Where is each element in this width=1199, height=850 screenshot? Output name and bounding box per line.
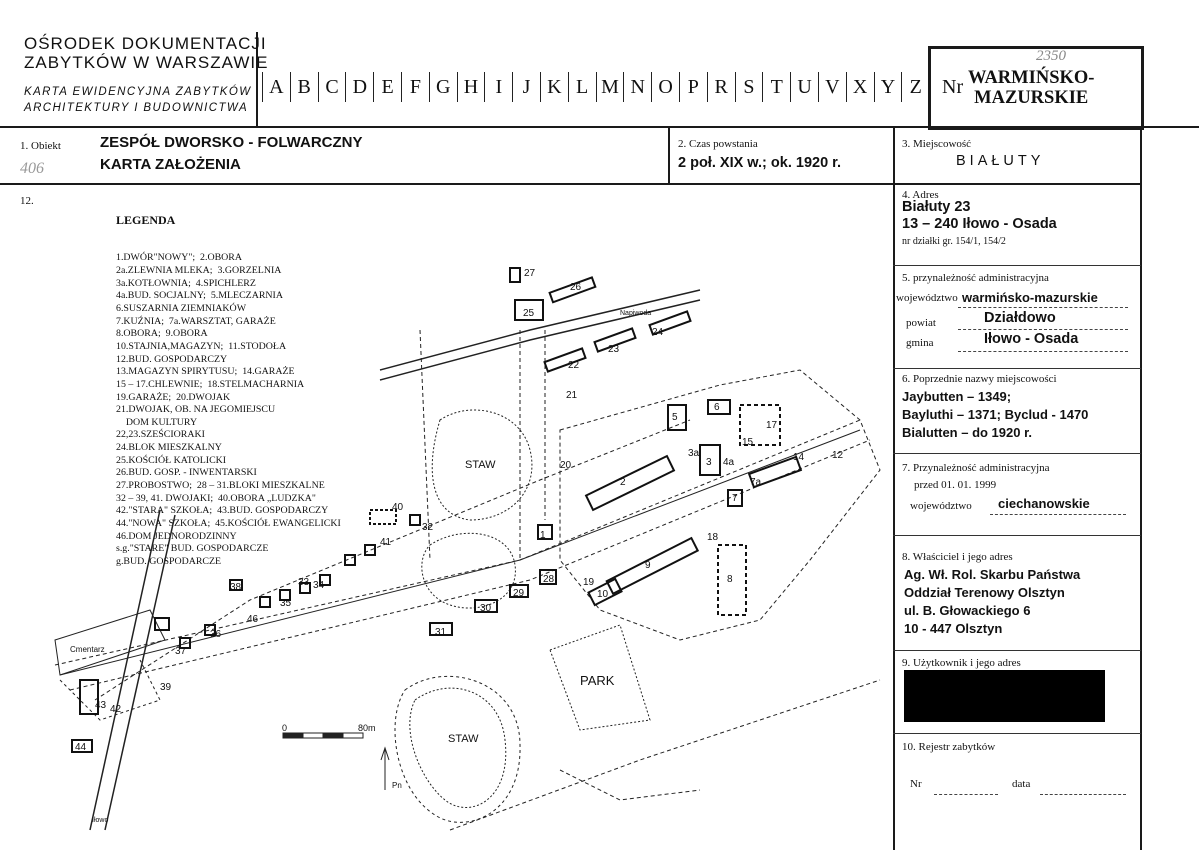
- county-underline: [958, 329, 1128, 330]
- legend-item: 1.DWÓR"NOWY"; 2.OBORA: [116, 252, 243, 264]
- alphabet-letter: T: [762, 72, 790, 102]
- legend-item: 8.OBORA; 9.OBORA: [116, 328, 208, 340]
- legend-item: 32 – 39, 41. DWOJAKI; 40.OBORA „LUDZKA": [116, 492, 316, 504]
- register-number-handwritten: 2350: [1036, 48, 1066, 64]
- voivodeship-value: warmińsko-mazurskie: [962, 290, 1098, 305]
- date-label: 2. Czas powstania: [678, 138, 758, 150]
- legend-item: 7.KUŹNIA; 7a.WARSZTAT, GARAŻE: [116, 315, 276, 327]
- object-label: 1. Obiekt: [20, 140, 61, 152]
- object-name-line-1: ZESPÓŁ DWORSKO - FOLWARCZNY: [100, 134, 363, 151]
- alphabet-letter: P: [679, 72, 707, 102]
- legend-item: 12.BUD. GOSPODARCZY: [116, 353, 228, 365]
- alphabet-letter: F: [401, 72, 429, 102]
- building-14-label: 14: [793, 452, 805, 463]
- scale-start-label: 0: [282, 723, 288, 733]
- building-3-label: 3: [706, 457, 712, 468]
- building-12-label: 12: [832, 450, 844, 461]
- legend-item: s.g."STARE" BUD. GOSPODARCZE: [116, 543, 269, 555]
- divider-4: [893, 265, 1141, 266]
- commune-value: Iłowo - Osada: [984, 331, 1079, 347]
- building-21-label: 21: [566, 390, 578, 401]
- building-27-label: 27: [524, 268, 536, 279]
- region-line-2: MAZURSKIE: [974, 88, 1089, 108]
- building-31-label: 31: [435, 627, 447, 638]
- pond-label-lower: STAW: [448, 733, 479, 745]
- building-18-label: 18: [707, 532, 719, 543]
- field-divider-1: [668, 126, 670, 184]
- building-1-label: 1: [540, 530, 546, 541]
- redaction-block: [904, 670, 1105, 722]
- building-5-label: 5: [672, 412, 678, 423]
- alphabet-letter: D: [345, 72, 373, 102]
- building-10-label: 10: [597, 589, 609, 600]
- building-46-label: 46: [247, 614, 259, 625]
- legend-title: LEGENDA: [116, 213, 176, 228]
- divider-8: [893, 650, 1141, 651]
- divider-6: [893, 453, 1141, 454]
- building-43-label: 43: [95, 700, 107, 711]
- date-value: 2 poł. XIX w.; ok. 1920 r.: [678, 155, 842, 171]
- commune-underline: [958, 351, 1128, 352]
- former-names-label: 6. Poprzednie nazwy miejscowości: [902, 373, 1057, 385]
- alphabet-letter: I: [484, 72, 512, 102]
- alphabet-letter: Z: [901, 72, 929, 102]
- county-value: Działdowo: [984, 310, 1056, 326]
- organization-name: [24, 34, 268, 72]
- address-line-2: 13 – 240 Iłowo - Osada: [902, 216, 1057, 232]
- card-type-line-1: KARTA EWIDENCYJNA ZABYTKÓW: [24, 86, 252, 98]
- legend-item: 21.DWOJAK, OB. NA JEGOMIEJSCU: [116, 404, 276, 416]
- building-26-label: 26: [570, 282, 582, 293]
- alphabet-letter: Y: [874, 72, 902, 102]
- legend-item: 10.STAJNIA,MAGAZYN; 11.STODOŁA: [116, 340, 287, 352]
- building-44-label: 44: [75, 742, 87, 753]
- object-name-line-2: KARTA ZAŁOŻENIA: [100, 156, 241, 173]
- locality-label: 3. Miejscowość: [902, 138, 972, 150]
- card-type: [24, 84, 251, 116]
- legend-item: 44."NOWA" SZKOŁA; 45.KOŚCIÓŁ EWANGELICKI: [116, 518, 341, 530]
- register-number-label: Nr: [942, 76, 964, 98]
- building-32-label: 32: [422, 522, 434, 533]
- building-28-label: 28: [543, 574, 555, 585]
- alphabet-letter: X: [846, 72, 874, 102]
- register-label: 10. Rejestr zabytków: [902, 741, 996, 753]
- alphabet-letter: O: [651, 72, 679, 102]
- alphabet-letter: U: [790, 72, 818, 102]
- building-3a-label: 3a: [688, 448, 700, 459]
- owner-line-1: Ag. Wł. Rol. Skarbu Państwa: [904, 567, 1081, 582]
- pond-label-upper: STAW: [465, 459, 496, 471]
- address-label: 4. Adres: [902, 189, 939, 201]
- building-4a-label: 4a: [723, 457, 735, 468]
- legend-item: 25.KOŚCIÓŁ KATOLICKI: [116, 454, 227, 466]
- voivodeship-label: województwo: [896, 292, 958, 304]
- building-23-label: 23: [608, 344, 620, 355]
- building-41-label: 41: [380, 537, 392, 548]
- building-15-label: 15: [742, 437, 754, 448]
- legend-item: 4a.BUD. SOCJALNY; 5.MLECZARNIA: [116, 290, 283, 302]
- admin-affiliation-label: 5. przynależność administracyjna: [902, 272, 1049, 284]
- legend-item: 2a.ZLEWNIA MLEKA; 3.GORZELNIA: [116, 264, 282, 276]
- former-names-line-2: Bayluthi – 1371; Byclud - 1470: [902, 407, 1089, 422]
- building-6-label: 6: [714, 402, 720, 413]
- building-2-label: 2: [620, 477, 626, 488]
- alphabet-letter: M: [596, 72, 624, 102]
- alphabet-letter: L: [568, 72, 596, 102]
- voivodeship-underline: [958, 307, 1128, 308]
- previous-affiliation-date: przed 01. 01. 1999: [914, 479, 997, 491]
- register-date-label: data: [1012, 778, 1031, 790]
- legend-item: 22,23.SZEŚCIORAKI: [116, 429, 205, 441]
- alphabet-letter: E: [373, 72, 401, 102]
- building-24-label: 24: [652, 327, 664, 338]
- legend-item: 46.DOM JEDNORODZINNY: [116, 530, 237, 542]
- legend-item: 15 – 17.CHLEWNIE; 18.STELMACHARNIA: [116, 378, 305, 390]
- legend-item: 26.BUD. GOSP. - INWENTARSKI: [116, 467, 257, 479]
- cemetery-label: Cmentarz: [70, 645, 105, 654]
- north-label: Pn: [392, 781, 402, 790]
- building-29-label: 29: [513, 588, 525, 599]
- park-label: PARK: [580, 673, 615, 688]
- legend-item: 42."STARA" SZKOŁA; 43.BUD. GOSPODARCZY: [116, 505, 329, 517]
- building-17-label: 17: [766, 420, 778, 431]
- owner-line-2: Oddział Terenowy Olsztyn: [904, 585, 1065, 600]
- building-19-label: 19: [583, 577, 595, 588]
- address-line-1: Białuty 23: [902, 199, 971, 215]
- owner-line-3: ul. B. Głowackiego 6: [904, 603, 1031, 618]
- building-36-label: 36: [210, 629, 222, 640]
- legend-item: 24.BLOK MIESZKALNY: [116, 442, 222, 454]
- register-date-underline: [1040, 794, 1126, 795]
- org-line-2: ZABYTKÓW W WARSZAWIE: [24, 53, 269, 72]
- divider-5: [893, 368, 1141, 369]
- owner-line-4: 10 - 447 Olsztyn: [904, 621, 1003, 636]
- previous-voivodeship-underline: [990, 514, 1126, 515]
- divider-7: [893, 535, 1141, 536]
- region-line-1: WARMIŃSKO-: [968, 68, 1095, 88]
- alphabet-letter: A: [262, 72, 290, 102]
- legend-item: 27.PROBOSTWO; 28 – 31.BLOKI MIESZKALNE: [116, 480, 325, 492]
- divider-9: [893, 733, 1141, 734]
- previous-affiliation-label: 7. Przynależność administracyjna: [902, 462, 1050, 474]
- register-nr-label: Nr: [910, 778, 922, 790]
- legend-item: 6.SUSZARNIA ZIEMNIAKÓW: [116, 302, 247, 314]
- previous-voivodeship-label: województwo: [910, 500, 972, 512]
- object-number-handwritten: 406: [20, 160, 44, 177]
- right-column-divider: [893, 126, 895, 850]
- alphabet-letter: J: [512, 72, 540, 102]
- building-34-label: 34: [313, 580, 325, 591]
- plan-label: 12.: [20, 195, 34, 207]
- building-8-label: 8: [727, 574, 733, 585]
- alphabet-letter: V: [818, 72, 846, 102]
- alphabet-letter: C: [318, 72, 346, 102]
- alphabet-index: [262, 72, 929, 102]
- card-type-line-2: ARCHITEKTURY I BUDOWNICTWA: [24, 102, 249, 114]
- building-20-label: 20: [560, 460, 572, 471]
- building-22-label: 22: [568, 360, 580, 371]
- alphabet-letter: N: [623, 72, 651, 102]
- building-40-label: 40: [392, 502, 404, 513]
- user-label: 9. Użytkownik i jego adres: [902, 657, 1021, 669]
- legend-item: g.BUD. GOSPODARCZE: [116, 556, 222, 568]
- legend-item: DOM KULTURY: [116, 416, 198, 428]
- legend-item: 19.GARAŻE; 20.DWOJAK: [116, 391, 231, 403]
- alphabet-letter: K: [540, 72, 568, 102]
- previous-voivodeship-value: ciechanowskie: [998, 496, 1090, 511]
- building-7a-label: 7a: [750, 477, 762, 488]
- alphabet-letter: R: [707, 72, 735, 102]
- right-edge-line: [1140, 126, 1142, 850]
- parcel-number: nr działki gr. 154/1, 154/2: [902, 236, 1006, 247]
- region-stamp: [968, 68, 1094, 108]
- building-39-label: 39: [160, 682, 172, 693]
- org-line-1: OŚRODEK DOKUMENTACJI: [24, 34, 267, 53]
- alphabet-letter: G: [429, 72, 457, 102]
- building-38-label: 38: [230, 582, 242, 593]
- former-names-line-1: Jaybutten – 1349;: [902, 389, 1012, 404]
- former-names-line-3: Bialutten – do 1920 r.: [902, 425, 1033, 440]
- building-25-label: 25: [523, 308, 535, 319]
- legend-item: 13.MAGAZYN SPIRYTUSU; 14.GARAŻE: [116, 366, 295, 378]
- owner-label: 8. Właściciel i jego adres: [902, 551, 1013, 563]
- county-label: powiat: [906, 317, 936, 329]
- scale-end-label: 80m: [358, 723, 376, 733]
- road-top-label: Napiwoda: [620, 310, 652, 317]
- road-bottom-label: Iłowo: [92, 817, 109, 824]
- site-plan-map: [0, 185, 893, 850]
- locality-value: BIAŁUTY: [956, 153, 1045, 169]
- building-7-label: 7: [732, 493, 738, 504]
- building-33-label: 33: [298, 577, 310, 588]
- building-30-label: 30: [480, 603, 492, 614]
- alphabet-letter: B: [290, 72, 318, 102]
- building-9-label: 9: [645, 560, 651, 571]
- commune-label: gmina: [906, 337, 934, 349]
- legend-item: 3a.KOTŁOWNIA; 4.SPICHLERZ: [116, 277, 256, 289]
- alphabet-letter: S: [735, 72, 763, 102]
- building-35-label: 35: [280, 598, 292, 609]
- building-37-label: 37: [175, 646, 187, 657]
- building-42-label: 42: [110, 704, 122, 715]
- alphabet-letter: H: [457, 72, 485, 102]
- register-nr-underline: [934, 794, 998, 795]
